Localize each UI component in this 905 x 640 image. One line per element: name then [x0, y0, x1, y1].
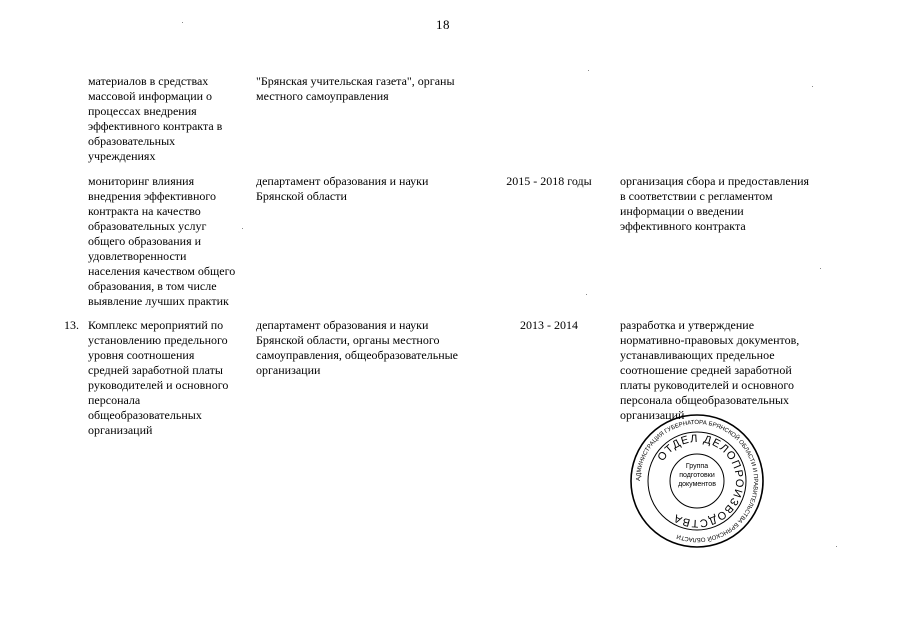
- executors: департамент образования и науки Брянской области, органы местного самоуправления, общеобразовательные организации: [256, 318, 459, 377]
- activity-name: Комплекс мероприятий по установлению предельного уровня соотношения средней заработной платы руководителей и основного персонала общеобразовательных организаций: [88, 318, 229, 437]
- page-number: 18: [436, 17, 450, 32]
- scan-speck: [820, 268, 821, 269]
- stamp-outer-text: АДМИНИСТРАЦИЯ ГУБЕРНАТОРА БРЯНСКОЙ ОБЛАСТИ И ПРАВИТЕЛЬСТВА БРЯНСКОЙ ОБЛАСТИ: [635, 419, 759, 543]
- scan-speck: [182, 22, 183, 23]
- scan-speck: [812, 86, 813, 87]
- activity-name: материалов в средствах массовой информации о процессах внедрения эффективного контракта в образовательных учреждениях: [88, 74, 223, 163]
- term: 2015 - 2018 годы: [506, 174, 592, 188]
- executors: департамент образования и науки Брянской области: [256, 174, 429, 203]
- official-stamp: [628, 412, 766, 550]
- expected-result: организация сбора и предоставления в соответствии с регламентом информации о введении эффективного контракта: [620, 174, 810, 233]
- stamp-center-text: Группа подготовки документов: [678, 463, 716, 488]
- scan-speck: [836, 546, 837, 547]
- stamp-inner-text: ОТДЕЛ ДЕЛОПРОИЗВОДСТВА: [655, 432, 746, 530]
- scan-speck: [242, 228, 243, 229]
- expected-result: разработка и утверждение нормативно-правовых документов, устанавливающих предельное соотношение средней заработной платы руководителей и основного персонала общеобразовательных организаций: [620, 318, 800, 422]
- scan-speck: [586, 294, 587, 295]
- executors: "Брянская учительская газета", органы местного самоуправления: [256, 74, 455, 103]
- scan-speck: [588, 70, 589, 71]
- row-number: 13.: [64, 318, 79, 332]
- activity-name: мониторинг влияния внедрения эффективного контракта на качество образовательных услуг общего образования и удовлетворенности населения качеством общего образования, в том числе выявление лучших практик: [88, 174, 236, 308]
- term: 2013 - 2014: [520, 318, 578, 332]
